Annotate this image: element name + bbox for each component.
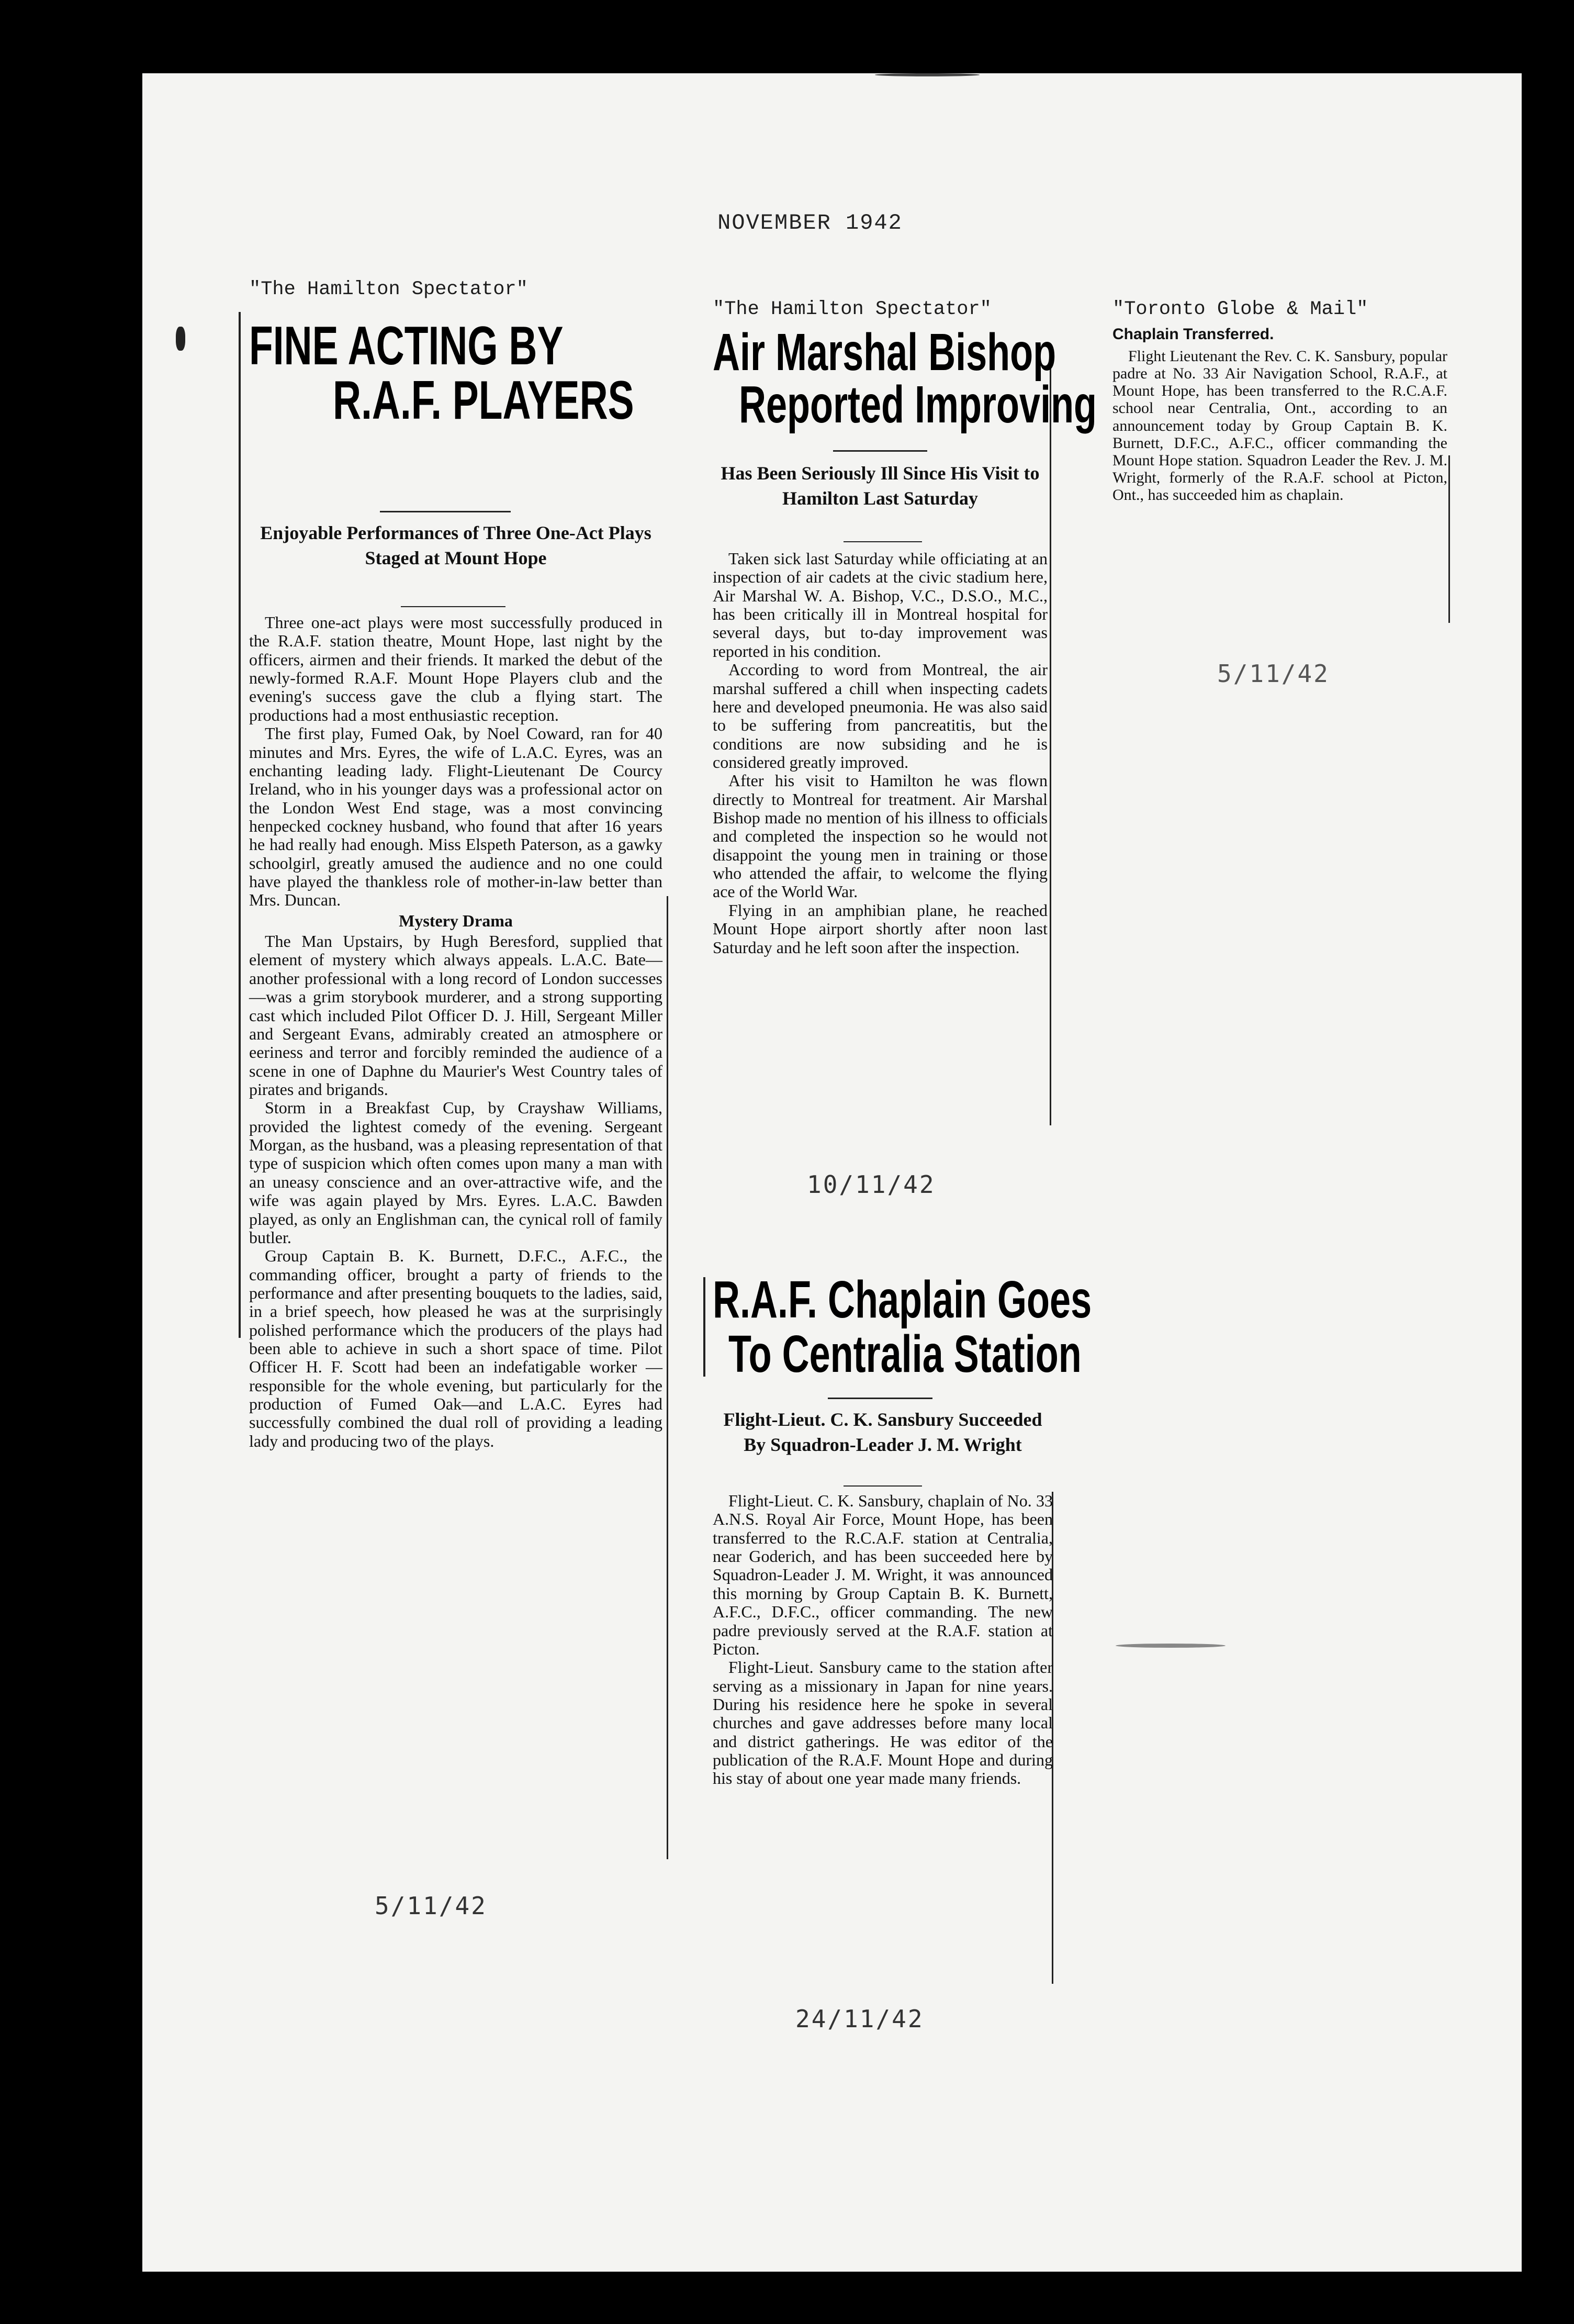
- subhead: Has Been Seriously Ill Since His Visit to Hamilton Last Saturday: [721, 463, 1040, 509]
- scan-speck: [875, 73, 980, 76]
- handwritten-date: 24/11/42: [795, 2005, 924, 2033]
- headline-line2: R.A.F. PLAYERS: [333, 370, 634, 431]
- clipping-right-border: [667, 896, 668, 1859]
- scan-speck: [1116, 1644, 1226, 1648]
- headline-line2: Reported Improving: [739, 375, 1097, 434]
- paragraph: Flight Lieutenant the Rev. C. K. Sansbury, popular padre at No. 33 Air Navigation School, R.A.F., at Mount Hope, has been transferred to the R.C.A.F. school near Centralia, Ont., according to an announcement today by Group Captain B. K. Burnett, D.F.C., A.F.C., officer commanding the Mount Hope station. Squadron Leader the Rev. J. M. Wright, formerly of the R.A.F. school at Picton, Ont., has succeeded him as chaplain.: [1112, 348, 1447, 504]
- headline-rule: [828, 1398, 932, 1399]
- paragraph: According to word from Montreal, the air marshal suffered a chill when inspecting cadets here and developed pneumonia. He was also said to be suffering from pancreatitis, but the conditions are now subsiding and he is considered greatly improved.: [713, 660, 1048, 772]
- paragraph: The Man Upstairs, by Hugh Beresford, supplied that element of mystery which always appeals. L.A.C. Bate—another professional with a long record of London successes—was a grim storybook murderer, and a strong supporting cast which included Pilot Officer D. J. Hill, Sergeant Miller and Sergeant Evans, admirably created an atmosphere or eeriness and terror and forcibly reminded the audience of a scene in one of Daphne du Maurier's West Country tales of pirates and brigands.: [249, 932, 662, 1099]
- paragraph: Storm in a Breakfast Cup, by Crayshaw Williams, provided the lightest comedy of the evening. Sergeant Morgan, as the husband, was a pleasing representation of that type of suspicion which often comes upon many a man with an uneasy conscience and an over-attractive wife, and the wife was again played by Mrs. Eyres. L.A.C. Bawden played, as only an Englishman can, the cynical roll of family butler.: [249, 1098, 662, 1247]
- clipping-source: "The Hamilton Spectator": [249, 278, 528, 300]
- paragraph: Flying in an amphibian plane, he reached Mount Hope airport shortly after noon last Saturday and he left soon after the inspection.: [713, 900, 1048, 957]
- subhead-rule: [844, 541, 922, 542]
- clipping-source: "Toronto Globe & Mail": [1112, 298, 1368, 320]
- clipping-source: "The Hamilton Spectator": [713, 298, 992, 320]
- paragraph: Taken sick last Saturday while officiating at an inspection of air cadets at the civic stadium here, Air Marshal W. A. Bishop, V.C., D.S.O., M.C., has been critically ill in Montreal hospital for several days, but to-day improvement was reported in his condition.: [713, 549, 1048, 661]
- paragraph: Three one-act plays were most successfully produced in the R.A.F. station theatre, Mount Hope, last night by the officers, airmen and their friends. It marked the debut of the newly-formed R.A.F. Mount Hope Players club and the evening's success gave the club a flying start. The productions had a most enthusiastic reception.: [249, 613, 662, 724]
- clipping-right-border: [1448, 455, 1450, 623]
- headline-rule: [833, 450, 927, 452]
- scrapbook-page: [142, 73, 1522, 2272]
- subhead: Enjoyable Performances of Three One-Act Plays Staged at Mount Hope: [260, 522, 651, 569]
- headline-line1: FINE ACTING BY: [249, 316, 564, 376]
- headline-line2: To Centralia Station: [728, 1325, 1082, 1383]
- scan-speck: [176, 327, 185, 351]
- subhead: Flight-Lieut. C. K. Sansbury Succeeded By Squadron-Leader J. M. Wright: [723, 1409, 1042, 1456]
- crosshead: Mystery Drama: [399, 911, 513, 930]
- article-body: [713, 1492, 1053, 1788]
- paragraph: After his visit to Hamilton he was flown directly to Montreal for treatment. Air Marshal Bishop made no mention of his illness to officials and completed the inspection so he would not disappoint the young men in training or those who attended the affair, to welcome the flying ace of the World War.: [713, 771, 1048, 901]
- headline: Chaplain Transferred.: [1112, 326, 1274, 343]
- clipping-left-border: [239, 312, 241, 1338]
- paragraph: Flight-Lieut. C. K. Sansbury, chaplain of No. 33 A.N.S. Royal Air Force, Mount Hope, has been transferred to the R.C.A.F. station at Centralia, near Goderich, and has been succeeded here by Squadron-Leader J. M. Wright, it was announced this morning by Group Captain B. K. Burnett, A.F.C., D.F.C., officer commanding. The new padre previously served at the R.A.F. station at Picton.: [713, 1491, 1053, 1658]
- clipping-left-border: [703, 1277, 705, 1377]
- article-body: [249, 613, 662, 1450]
- subhead-rule: [844, 1485, 922, 1487]
- page-date-header: NOVEMBER 1942: [717, 210, 903, 236]
- paragraph: Flight-Lieut. Sansbury came to the station after serving as a missionary in Japan for nine years. During his residence here he spoke in several churches and gave addresses before many local and district gatherings. He was editor of the publication of the R.A.F. Mount Hope and during his stay of about one year made many friends.: [713, 1658, 1053, 1788]
- paragraph: Group Captain B. K. Burnett, D.F.C., A.F.C., the commanding officer, brought a party of friends to the performance and after presenting bouquets to the ladies, said, in a brief speech, how pleased he was at the surprisingly polished performance which the producers of the plays had been able to achieve in such a short space of time. Pilot Officer H. F. Scott had been an indefatigable worker — responsible for the whole evening, but particularly for the production of Fumed Oak—and L.A.C. Eyres had successfully combined the dual roll of providing a leading lady and producing two of the plays.: [249, 1246, 662, 1450]
- article-body: [713, 550, 1048, 957]
- handwritten-date: 10/11/42: [807, 1170, 936, 1199]
- headline-line1: Air Marshal Bishop: [713, 323, 1056, 382]
- clipping-fine-acting: [228, 278, 689, 1932]
- handwritten-date: 5/11/42: [375, 1892, 487, 1920]
- subhead-rule: [401, 606, 505, 607]
- handwritten-date: 5/11/42: [1217, 660, 1330, 688]
- article-body: [1112, 348, 1447, 504]
- clipping-right-border: [1050, 351, 1051, 1125]
- headline-rule: [380, 511, 511, 512]
- paragraph: The first play, Fumed Oak, by Noel Coward, ran for 40 minutes and Mrs. Eyres, the wife of L.A.C. Eyres, was an enchanting leading lady. Flight-Lieutenant De Courcy Ireland, who in his younger days was a professional actor on the London West End stage, was a most convincing henpecked cockney husband, who found that after 16 years he had really had enough. Miss Elspeth Paterson, as a gawky schoolgirl, greatly amused the audience and no one could have played the thankless role of mother-in-law better than Mrs. Duncan.: [249, 724, 662, 910]
- headline-line1: R.A.F. Chaplain Goes: [713, 1270, 1092, 1329]
- clipping-air-marshal-bishop: [697, 298, 1097, 1241]
- clipping-chaplain-centralia: [697, 1270, 1092, 2047]
- clipping-chaplain-transferred: [1097, 298, 1463, 717]
